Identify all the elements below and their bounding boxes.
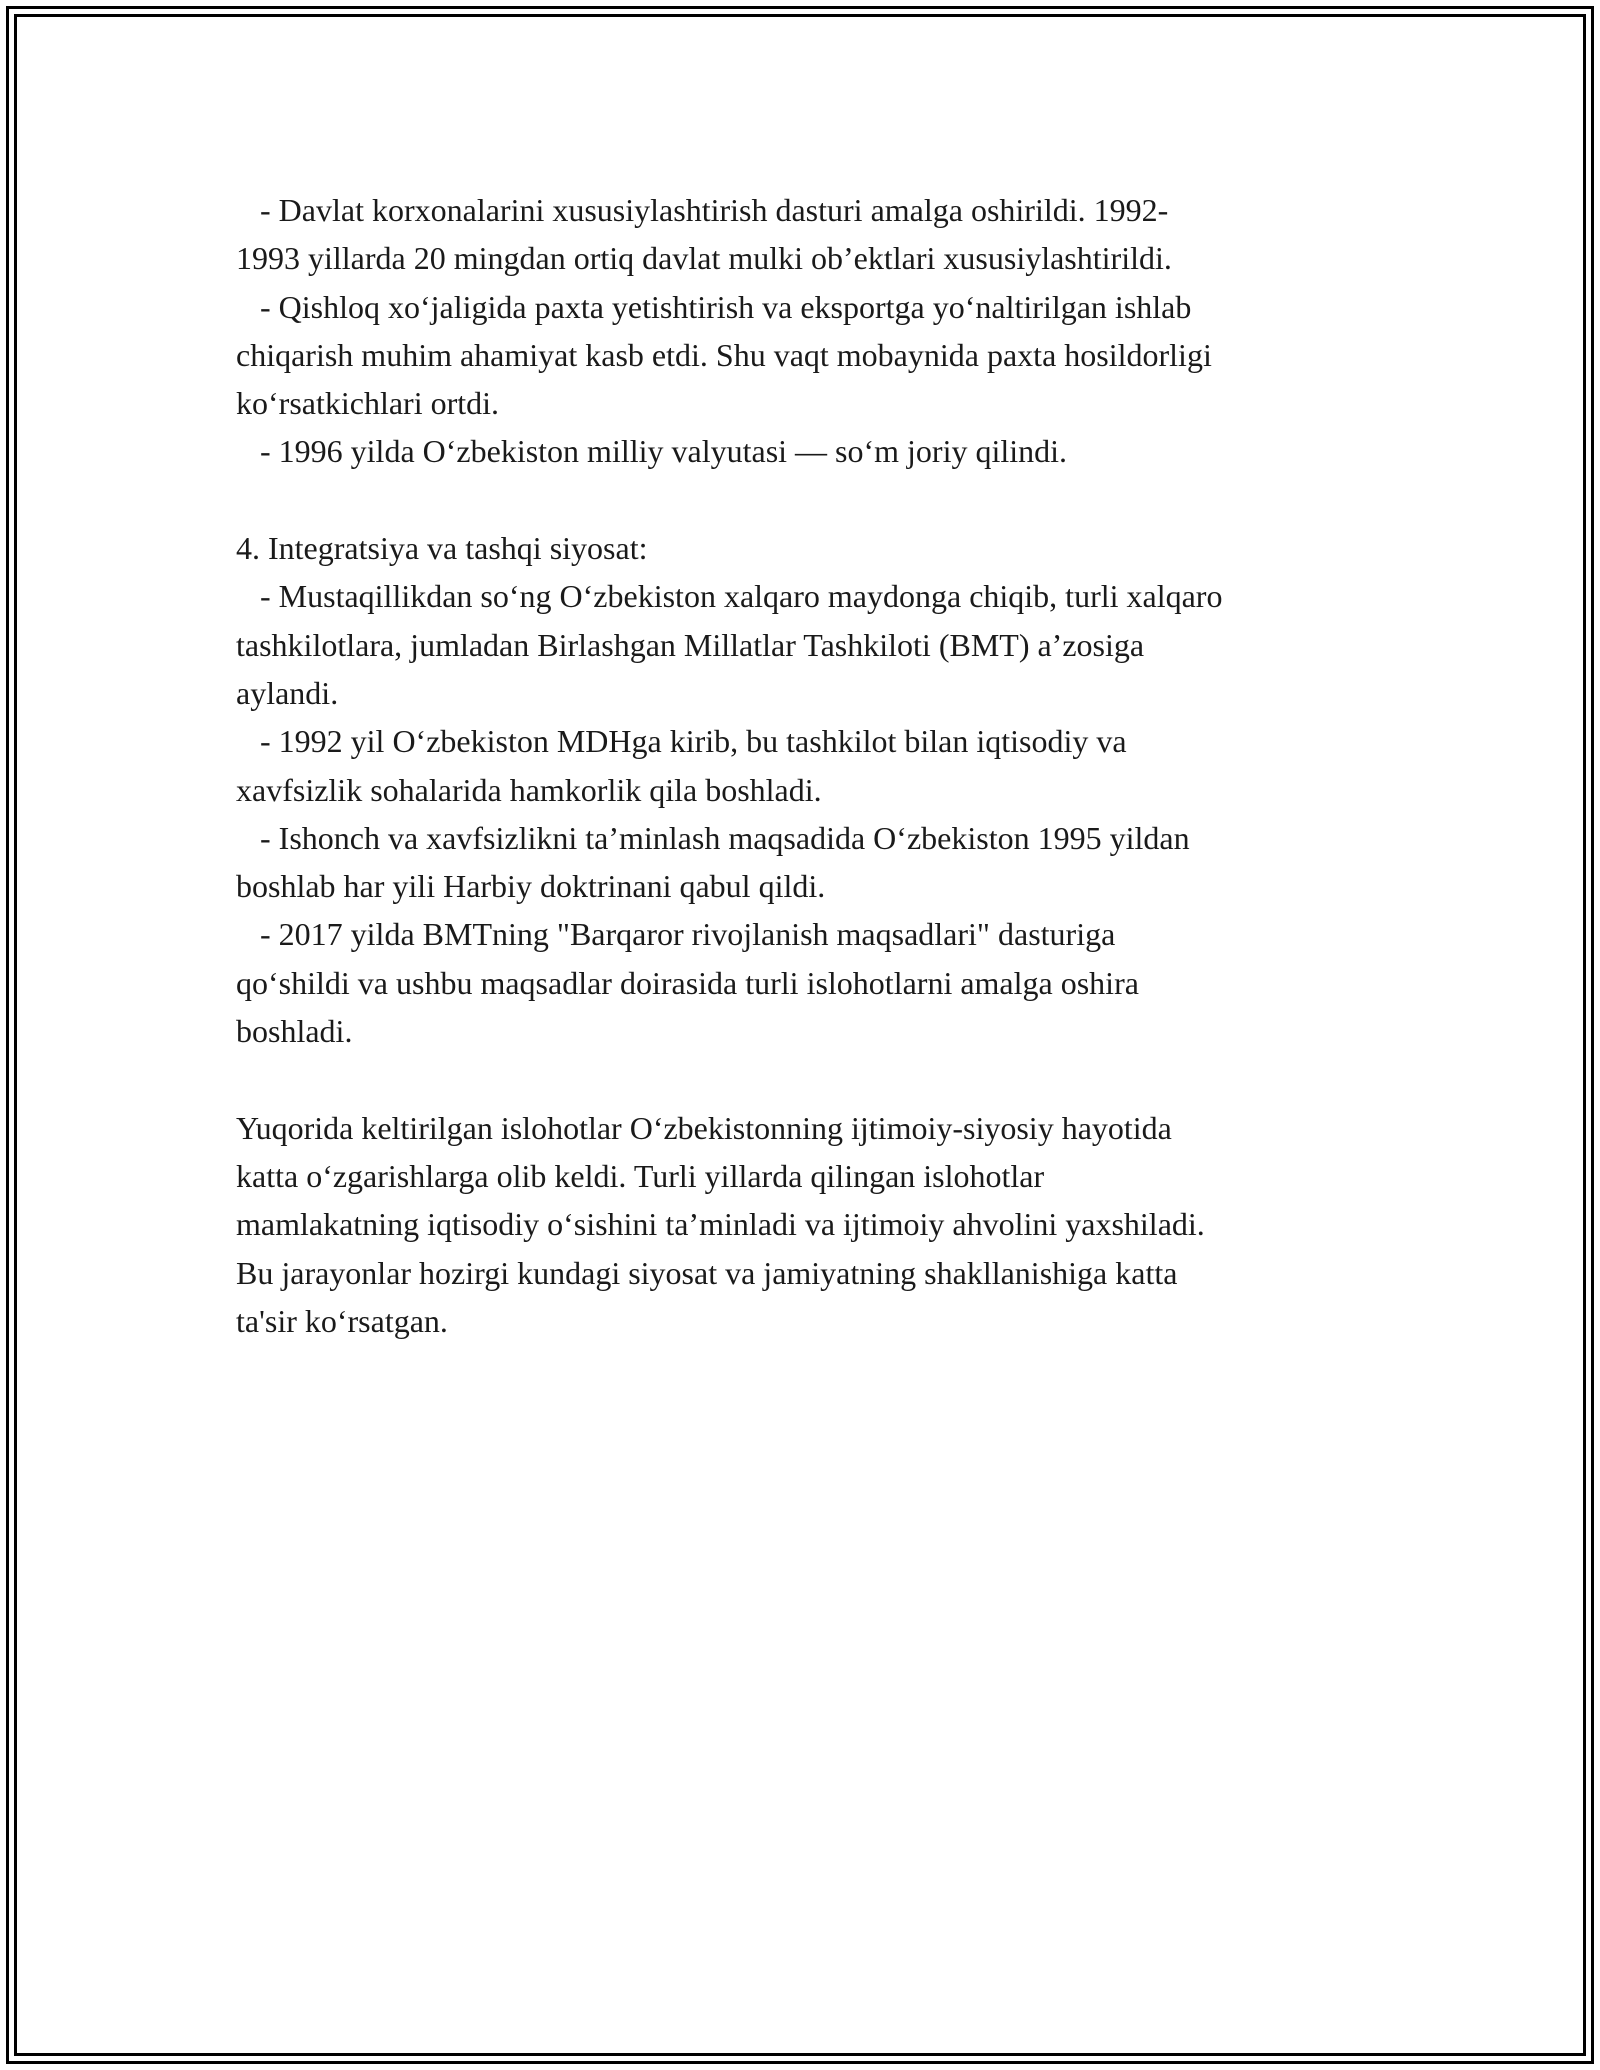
paragraph-military-doctrine: - Ishonch va xavfsizlikni ta’minlash maqsadida O‘zbekiston 1995 yildan boshlab har yili Harbiy doktrinani qabul qildi. — [236, 819, 1190, 905]
paragraph-agriculture: - Qishloq xo‘jaligida paxta yetishtirish va eksportga yo‘naltirilgan ishlab chiqarish muhim ahamiyat kasb etdi. Shu vaqt mobaynida paxta hosildorligi ko‘rsatkichlari ortdi. — [236, 288, 1212, 422]
paragraph-currency: - 1996 yilda O‘zbekiston milliy valyutasi — so‘m joriy qilindi. — [236, 433, 1068, 470]
paragraph-cis: - 1992 yil O‘zbekiston MDHga kirib, bu tashkilot bilan iqtisodiy va xavfsizlik sohalarida hamkorlik qila boshladi. — [236, 723, 1127, 808]
paragraph-conclusion: Yuqorida keltirilgan islohotlar O‘zbekistonning ijtimoiy-siyosiy hayotida katta o‘zgarishlarga olib keldi. Turli yillarda qilingan islohotlar mamlakatning iqtisodiy o‘sishini ta’minladi va ijtimoiy ahvolini yaxshiladi. Bu jarayonlar hozirgi kundagi siyosat va jamiyatning shakllanishiga katta ta'sir ko‘rsatgan. — [236, 1109, 1205, 1339]
section-heading-integration: 4. Integratsiya va tashqi siyosat: — [236, 530, 648, 567]
blank-line — [236, 1055, 1396, 1103]
paragraph-sdg: - 2017 yilda BMTning "Barqaror rivojlanish maqsadlari" dasturiga qo‘shildi va ushbu maqsadlar doirasida turli islohotlarni amalga oshira boshladi. — [236, 916, 1139, 1050]
document-body — [236, 186, 1396, 1345]
paragraph-international-orgs: - Mustaqillikdan so‘ng O‘zbekiston xalqaro maydonga chiqib, turli xalqaro tashkilotlara, jumladan Birlashgan Millatlar Tashkiloti (BMT) a’zosiga aylandi. — [236, 578, 1223, 711]
paragraph-privatization: - Davlat korxonalarini xususiylashtirish dasturi amalga oshirildi. 1992- 1993 yillarda 20 mingdan ortiq davlat mulki ob’ektlari xususiylashtirildi. — [236, 192, 1172, 277]
blank-line — [236, 476, 1396, 524]
